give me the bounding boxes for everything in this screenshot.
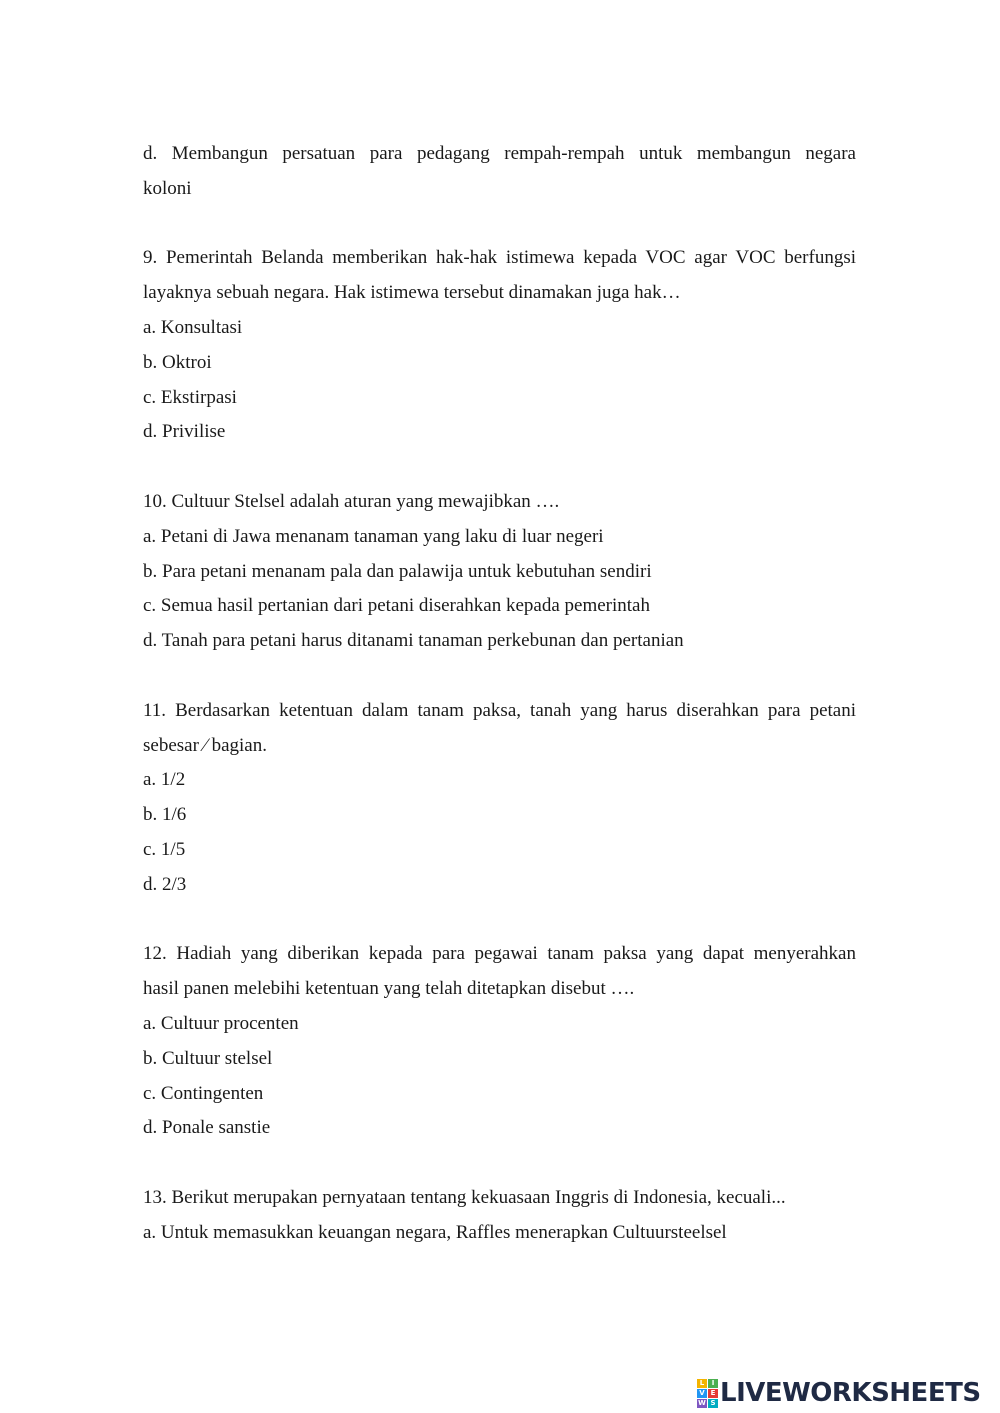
question-11-option-a: a. 1/2 [143,769,186,791]
question-12 [143,937,856,1146]
question-10-option-d: d. Tanah para petani harus ditanami tanaman perkebunan dan pertanian [143,630,684,652]
question-11-option-c: c. 1/5 [143,838,186,860]
question-8-option-d-line1: d. Membangun persatuan para pedagang rempah-rempah untuk membangun negara [143,143,856,164]
liveworksheets-logo-icon [697,1379,717,1407]
question-9 [143,241,856,450]
worksheet-page [143,137,856,1251]
question-12-option-b: b. Cultuur stelsel [143,1047,273,1069]
question-12-option-d: d. Ponale sanstie [143,1117,271,1139]
question-11-option-b: b. 1/6 [143,804,187,826]
question-9-text-line2: layaknya sebuah negara. Hak istimewa tersebut dinamakan juga hak… [143,282,681,304]
question-9-option-b: b. Oktroi [143,351,212,373]
question-12-text-line2: hasil panen melebihi ketentuan yang telah ditetapkan disebut …. [143,978,635,1000]
question-9-option-c: c. Ekstirpasi [143,386,237,408]
question-12-option-c: c. Contingenten [143,1082,264,1104]
question-13-text-line1: 13. Berikut merupakan pernyataan tentang kekuasaan Inggris di Indonesia, kecuali... [143,1186,786,1208]
logo-cell-3: V [697,1389,707,1398]
question-10 [143,485,856,659]
logo-cell-5: W [698,1399,706,1407]
question-11 [143,694,856,903]
question-10-option-c: c. Semua hasil pertanian dari petani diserahkan kepada pemerintah [143,595,650,617]
question-12-text-line1: 12. Hadiah yang diberikan kepada para pegawai tanam paksa yang dapat menyerahkan [143,943,856,965]
question-9-option-d: d. Privilise [143,421,226,443]
question-9-option-a: a. Konsultasi [143,316,243,338]
question-11-option-d: d. 2/3 [143,873,187,895]
question-13 [143,1181,856,1251]
question-10-option-b: b. Para petani menanam pala dan palawija untuk kebutuhan sendiri [143,560,652,582]
question-10-text-line1: 10. Cultuur Stelsel adalah aturan yang mewajibkan …. [143,490,560,512]
logo-cell-6: S [708,1399,718,1408]
question-11-text-line2: sebesar ⁄ bagian. [143,734,267,756]
question-10-option-a: a. Petani di Jawa menanam tanaman yang laku di luar negeri [143,525,604,547]
logo-cell-4: E [708,1389,718,1398]
question-8-tail [143,137,856,207]
question-12-option-a: a. Cultuur procenten [143,1012,299,1034]
question-9-text-line1: 9. Pemerintah Belanda memberikan hak-hak istimewa kepada VOC agar VOC berfungsi [143,247,856,269]
logo-cell-1: L [697,1379,707,1388]
liveworksheets-wordmark: LIVEWORKSHEETS [720,1378,981,1408]
question-11-text-line1: 11. Berdasarkan ketentuan dalam tanam paksa, tanah yang harus diserahkan para petani [143,699,856,721]
logo-cell-2: I [708,1379,718,1388]
question-8-option-d-line2: koloni [143,177,192,199]
question-13-option-a: a. Untuk memasukkan keuangan negara, Raffles menerapkan Cultuursteelsel [143,1221,727,1243]
liveworksheets-brand [697,1378,981,1408]
